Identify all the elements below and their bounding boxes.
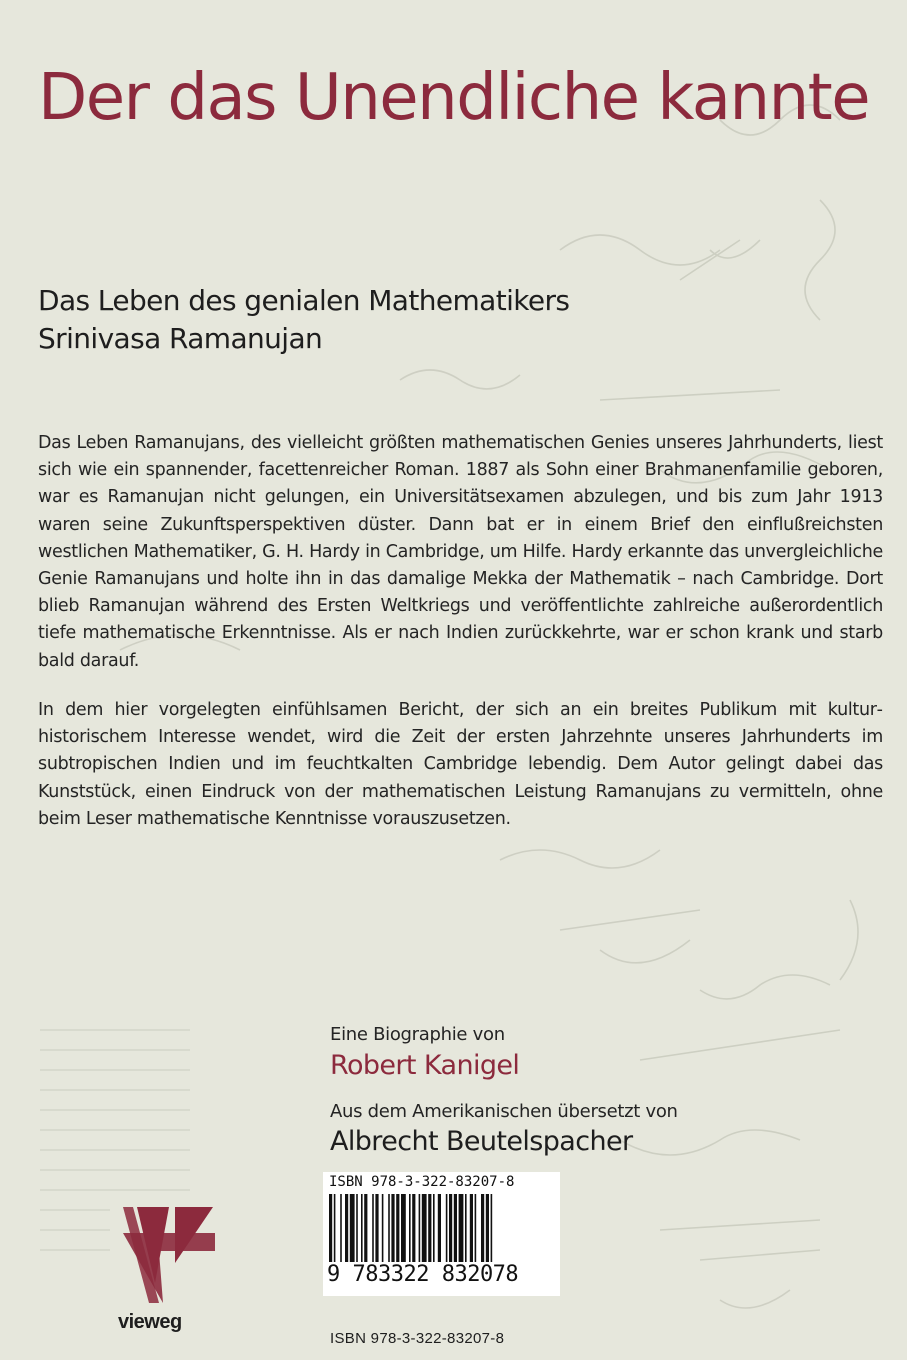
blurb-paragraph-2: In dem hier vorgelegten einfühlsamen Bericht, der sich an ein breites Publikum mit kulturhistorischem Interesse wendet, wird die Zeit der ersten Jahrzehnte unseres Jahrhunderts im subtropischen Indien und im feuchtkalten Cambridge lebendig. Dem Autor gelingt dabei das Kunststück, einen Eindruck von der mathematischen Leistung Ramanujans zu vermitteln, ohne beim Leser mathematische Kenntnisse vorauszusetzen. bbox=[38, 700, 883, 829]
barcode-digits: 9 783322 832078 bbox=[327, 1262, 519, 1287]
subtitle-line-2: Srinivasa Ramanujan bbox=[38, 322, 323, 355]
isbn-top-text: ISBN 978-3-322-83207-8 bbox=[329, 1174, 515, 1190]
book-title: Der das Unendliche kannte bbox=[38, 61, 870, 135]
translation-label: Aus dem Amerikanischen übersetzt von bbox=[330, 1101, 678, 1122]
author-name: Robert Kanigel bbox=[330, 1050, 520, 1081]
translator-name: Albrecht Beutelspacher bbox=[330, 1126, 633, 1157]
isbn-bottom-text: ISBN 978-3-322-83207-8 bbox=[330, 1330, 505, 1347]
barcode-icon bbox=[329, 1194, 554, 1262]
blurb-paragraph-1: Das Leben Ramanujans, des vielleicht größten mathematischen Genies unseres Jahrhunderts, liest sich wie ein spannender, facettenreicher Roman. 1887 als Sohn einer Brahmanenfamilie geboren, war es Ramanujan nicht gelungen, ein Universitätsexamen abzulegen, und bis zum Jahr 1913 waren seine Zukunftsperspektiven düster. Dann bat er in einem Brief den einflußreichsten westlichen Mathematiker, G. H. Hardy in Cambridge, um Hilfe. Hardy erkannte das unvergleichliche Genie Ramanujans und holte ihn in das damalige Mekka der Mathematik – nach Cambridge. Dort blieb Ramanujan während des Ersten Weltkriegs und veröffentlichte zahlreiche außerordentlich tiefe mathematische Erkenntnisse. Als er nach Indien zurückkehrte, war er schon krank und starb bald darauf. bbox=[38, 433, 883, 671]
subtitle-line-1: Das Leben des genialen Mathematikers bbox=[38, 284, 570, 317]
vieweg-logo-icon bbox=[119, 1203, 215, 1309]
book-subtitle bbox=[38, 282, 878, 358]
barcode-panel bbox=[323, 1172, 560, 1296]
publisher-name: vieweg bbox=[118, 1311, 182, 1333]
biography-label: Eine Biographie von bbox=[330, 1024, 505, 1045]
